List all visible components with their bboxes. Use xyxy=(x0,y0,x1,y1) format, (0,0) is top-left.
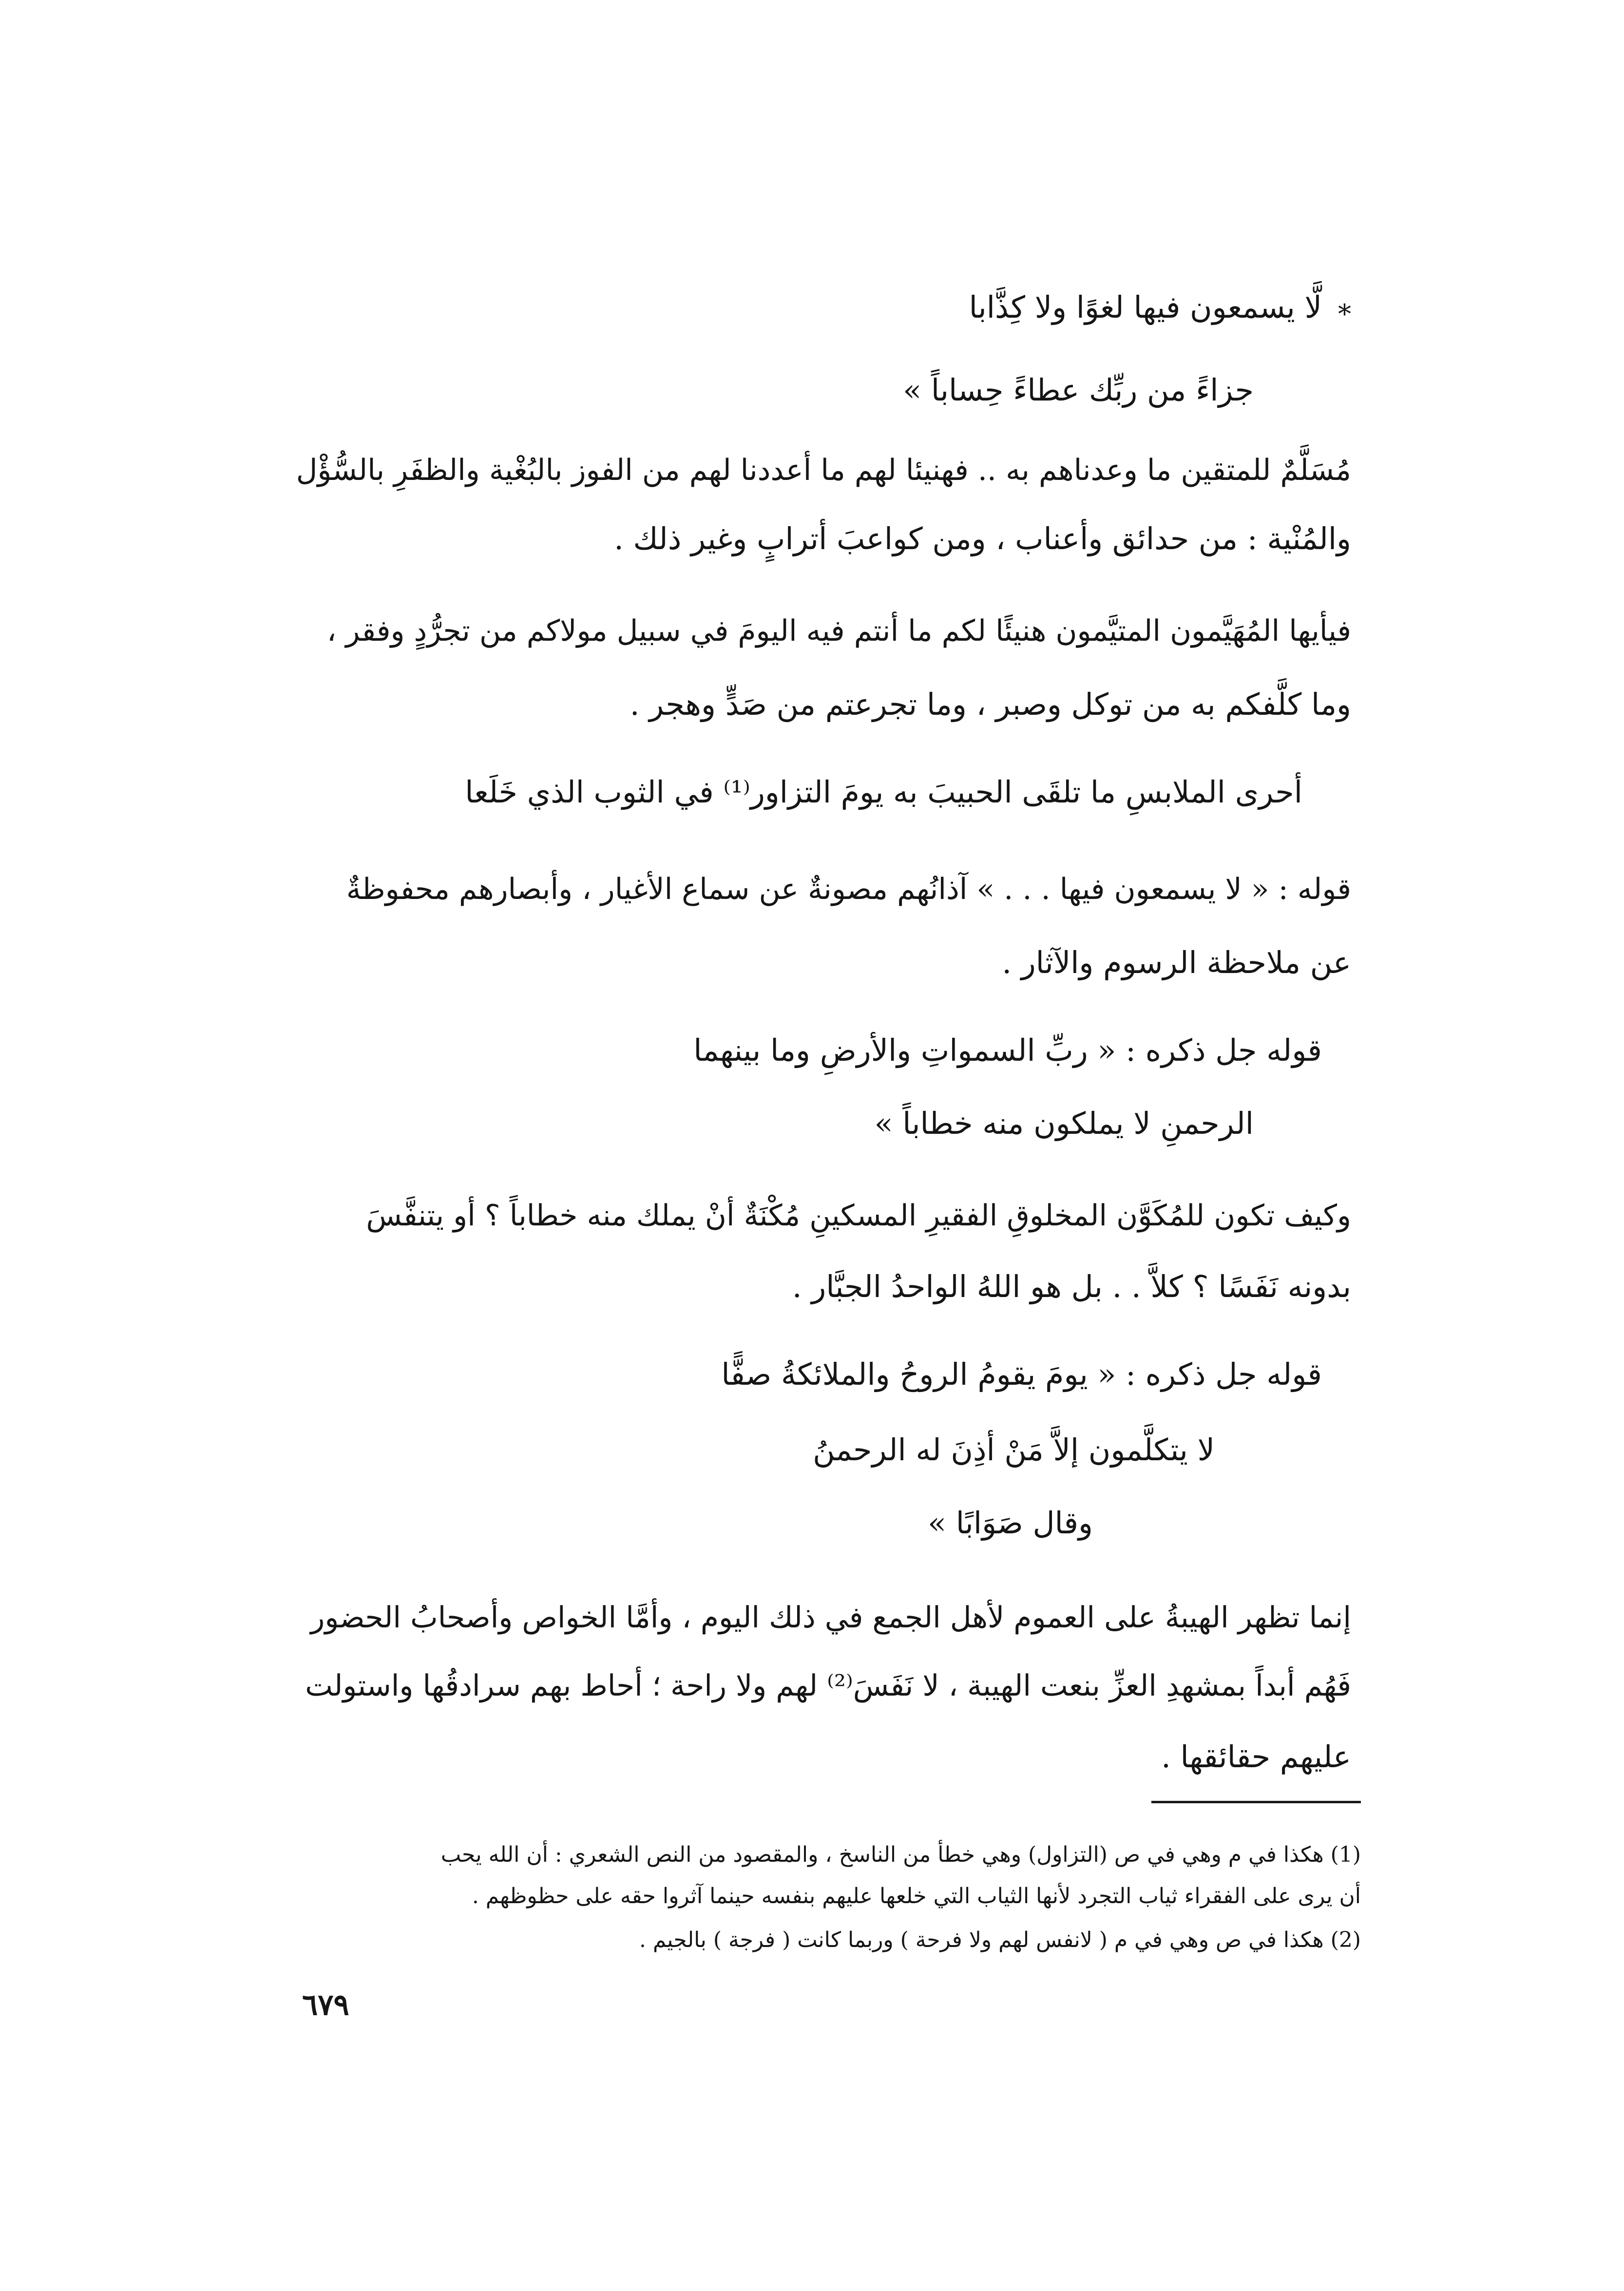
paragraph-line: إنما تظهر الهيبةُ على العموم لأهل الجمع في ذلك اليوم ، وأمَّا الخواص وأصحابُ الحضور xyxy=(310,1601,1351,1635)
paragraph-line: بدونه نَفَسًا ؟ كلاَّ . . بل هو اللهُ الواحدُ الجبَّار . xyxy=(792,1269,1351,1304)
paragraph-line: فَهُم أبداً بمشهدِ العزِّ بنعت الهيبة ، لا نَفَسَ⁽²⁾ لهم ولا راحة ؛ أحاط بهم سرادقُها واستولت xyxy=(305,1669,1351,1703)
quran-quote-line: لا يتكلَّمون إلاَّ مَنْ أذِنَ له الرحمنُ xyxy=(813,1432,1215,1468)
paragraph-line: وما كلَّفكم به من توكل وصبر ، وما تجرعتم من صَدٍّ وهجر . xyxy=(630,687,1351,722)
paragraph-line: مُسَلَّمٌ للمتقين ما وعدناهم به .. فهنيئا لهم ما أعددنا لهم من الفوز بالبُغْية والظفَرِ بالسُّؤْل xyxy=(296,453,1351,487)
paragraph-line: فيأيها المُهَيَّمون المتيَّمون هنيئًا لكم ما أنتم فيه اليومَ في سبيل مولاكم من تجرُّدٍ وفقر ، xyxy=(326,614,1351,648)
verse-line-2: جزاءً من ربِّك عطاءً حِساباً » xyxy=(903,372,1254,408)
footnote-line: (1) هكذا في م وهي في ص (التزاول) وهي خطأ من الناسخ ، والمقصود من النص الشعري : أن الله يحب xyxy=(440,1842,1361,1867)
paragraph-line: عن ملاحظة الرسوم والآثار . xyxy=(1002,945,1351,980)
quran-quote-line: الرحمنِ لا يملكون منه خطاباً » xyxy=(874,1106,1254,1141)
footnote-line: أن يرى على الفقراء ثياب التجرد لأنها الثياب التي خلعها عليهم بنفسه حينما آثروا حقه على حظوظهم . xyxy=(472,1884,1361,1909)
paragraph-line: وكيف تكون للمُكَوَّن المخلوقِ الفقيرِ المسكينِ مُكْنَةٌ أنْ يملك منه خطاباً ؟ أو يتنفَّسَ xyxy=(366,1199,1351,1233)
footnote-line: (2) هكذا في ص وهي في م ( لانفس لهم ولا فرحة ) وربما كانت ( فرجة ) بالجيم . xyxy=(639,1928,1361,1952)
poem-line: أحرى الملابسِ ما تلقَى الحبيبَ به يومَ التزاور⁽¹⁾ في الثوب الذي خَلَعا xyxy=(465,774,1302,810)
page-number: ٦٧٩ xyxy=(302,1988,349,2022)
paragraph-line: عليهم حقائقها . xyxy=(1161,1739,1351,1775)
footnote-separator xyxy=(1151,1801,1361,1803)
paragraph-line: والمُنْية : من حدائق وأعناب ، ومن كواعبَ أترابٍ وغير ذلك . xyxy=(614,521,1351,556)
verse-line-1: لَّا يسمعون فيها لغوًا ولا كِذَّابا xyxy=(969,289,1322,325)
verse-asterisk-mark: * xyxy=(1338,299,1351,329)
quran-quote-line: وقال صَوَابًا » xyxy=(928,1505,1093,1541)
quran-quote-line: قوله جل ذكره : « ربِّ السمواتِ والأرضِ وما بينهما xyxy=(693,1032,1322,1068)
quran-quote-line: قوله جل ذكره : « يومَ يقومُ الروحُ والملائكةُ صفًّا xyxy=(721,1356,1322,1392)
paragraph-line: قوله : « لا يسمعون فيها . . . » آذانُهم مصونةٌ عن سماع الأغيار ، وأبصارهم محفوظةٌ xyxy=(346,872,1351,906)
